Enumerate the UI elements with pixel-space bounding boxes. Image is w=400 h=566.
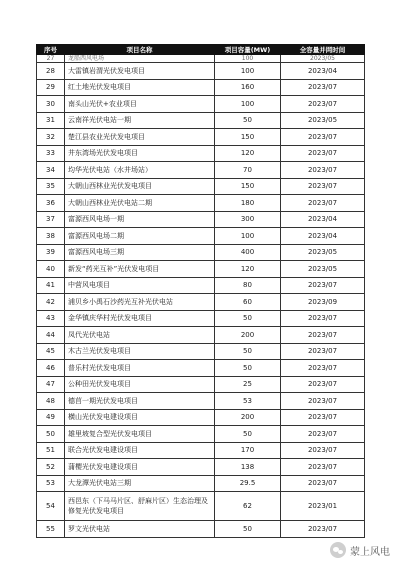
cell-date: 2023/04 xyxy=(281,211,365,228)
cell-name: 大朝山西林业光伏电站二期 xyxy=(65,195,215,212)
header-row xyxy=(37,45,365,55)
cell-no: 55 xyxy=(37,521,65,538)
cell-name: 南头山光伏+农业项目 xyxy=(65,96,215,113)
table-row xyxy=(37,426,365,443)
cell-date: 2023/07 xyxy=(281,327,365,344)
cell-name: 木古兰光伏发电项目 xyxy=(65,343,215,360)
cell-date: 2023/07 xyxy=(281,376,365,393)
cell-name: 新发“药光互补”光伏发电项目 xyxy=(65,261,215,278)
cell-date: 2023/04 xyxy=(281,63,365,80)
table-row xyxy=(37,521,365,538)
cell-date: 2023/07 xyxy=(281,409,365,426)
cell-capacity: 50 xyxy=(215,310,281,327)
cell-no: 51 xyxy=(37,442,65,459)
cell-no: 35 xyxy=(37,178,65,195)
cell-name: 凤代光伏电站 xyxy=(65,327,215,344)
cell-capacity: 120 xyxy=(215,145,281,162)
cell-no: 45 xyxy=(37,343,65,360)
cell-date: 2023/07 xyxy=(281,426,365,443)
cell-no: 40 xyxy=(37,261,65,278)
cell-date: 2023/07 xyxy=(281,178,365,195)
cell-no: 48 xyxy=(37,393,65,410)
cell-capacity: 80 xyxy=(215,277,281,294)
header-no: 序号 xyxy=(37,45,65,55)
cell-name: 井东湾场光伏发电项目 xyxy=(65,145,215,162)
cell-date: 2023/07 xyxy=(281,393,365,410)
cell-no: 33 xyxy=(37,145,65,162)
cell-no: 37 xyxy=(37,211,65,228)
cell-name: 蒲樱光伏发电建设项目 xyxy=(65,459,215,476)
cell-name: 中营风电项目 xyxy=(65,277,215,294)
cell-no: 44 xyxy=(37,327,65,344)
cell-name: 大雷镇岩渭光伏发电项目 xyxy=(65,63,215,80)
table-row xyxy=(37,211,365,228)
cell-no: 53 xyxy=(37,475,65,492)
cell-capacity: 50 xyxy=(215,343,281,360)
cell-date: 2023/07 xyxy=(281,459,365,476)
cell-capacity: 29.5 xyxy=(215,475,281,492)
cell-no: 46 xyxy=(37,360,65,377)
cell-capacity: 138 xyxy=(215,459,281,476)
table-row xyxy=(37,343,365,360)
cell-capacity: 50 xyxy=(215,360,281,377)
table-row xyxy=(37,277,365,294)
cell-date: 2023/09 xyxy=(281,294,365,311)
cell-date: 2023/07 xyxy=(281,442,365,459)
cell-capacity: 100 xyxy=(215,63,281,80)
cell-capacity: 60 xyxy=(215,294,281,311)
project-table-container xyxy=(36,44,364,538)
cell-capacity: 62 xyxy=(215,492,281,521)
project-table xyxy=(36,44,365,538)
cell-name: 浦贝乡小禹石沙药光互补光伏电站 xyxy=(65,294,215,311)
cell-name: 德莒一期光伏发电项目 xyxy=(65,393,215,410)
cell-capacity: 180 xyxy=(215,195,281,212)
table-row xyxy=(37,492,365,521)
cell-date: 2023/07 xyxy=(281,475,365,492)
cell-date: 2023/01 xyxy=(281,492,365,521)
cell-capacity: 100 xyxy=(215,96,281,113)
table-row xyxy=(37,459,365,476)
table-row xyxy=(37,244,365,261)
table-body xyxy=(37,55,365,538)
cell-capacity: 50 xyxy=(215,521,281,538)
cell-name: 龙船西风电场 xyxy=(65,55,215,63)
cell-no: 32 xyxy=(37,129,65,146)
cell-name: 云南祥光伏电站一期 xyxy=(65,112,215,129)
cell-name: 均华光伏电站（水井场站） xyxy=(65,162,215,179)
cell-no: 54 xyxy=(37,492,65,521)
table-row xyxy=(37,376,365,393)
cell-capacity: 100 xyxy=(215,55,281,63)
cell-no: 34 xyxy=(37,162,65,179)
cell-no: 39 xyxy=(37,244,65,261)
cell-name: 罗文光伏电站 xyxy=(65,521,215,538)
cell-no: 47 xyxy=(37,376,65,393)
cell-no: 36 xyxy=(37,195,65,212)
cell-capacity: 53 xyxy=(215,393,281,410)
cell-capacity: 200 xyxy=(215,327,281,344)
cell-date: 2023/07 xyxy=(281,129,365,146)
cell-no: 29 xyxy=(37,79,65,96)
cell-no: 30 xyxy=(37,96,65,113)
table-row xyxy=(37,360,365,377)
cell-name: 联合光伏发电建设项目 xyxy=(65,442,215,459)
header-capacity: 项目容量(MW) xyxy=(215,45,281,55)
cell-no: 43 xyxy=(37,310,65,327)
cell-capacity: 150 xyxy=(215,129,281,146)
cell-no: 50 xyxy=(37,426,65,443)
cell-capacity: 70 xyxy=(215,162,281,179)
cell-capacity: 170 xyxy=(215,442,281,459)
table-row xyxy=(37,310,365,327)
cell-date: 2023/07 xyxy=(281,360,365,377)
cell-name: 大朝山西林业光伏发电项目 xyxy=(65,178,215,195)
table-row xyxy=(37,96,365,113)
cell-date: 2023/07 xyxy=(281,162,365,179)
cell-no: 52 xyxy=(37,459,65,476)
header-name: 项目名称 xyxy=(65,45,215,55)
cell-no: 27 xyxy=(37,55,65,63)
cell-date: 2023/07 xyxy=(281,277,365,294)
watermark-text: 蒙上风电 xyxy=(350,546,390,558)
table-row xyxy=(37,178,365,195)
cell-no: 42 xyxy=(37,294,65,311)
table-row xyxy=(37,195,365,212)
table-row xyxy=(37,409,365,426)
cell-date: 2023/05 xyxy=(281,55,365,63)
cell-capacity: 200 xyxy=(215,409,281,426)
cell-no: 49 xyxy=(37,409,65,426)
cell-date: 2023/05 xyxy=(281,244,365,261)
cell-capacity: 160 xyxy=(215,79,281,96)
cell-capacity: 100 xyxy=(215,228,281,245)
cell-name: 公种田光伏发电项目 xyxy=(65,376,215,393)
cell-capacity: 300 xyxy=(215,211,281,228)
cell-no: 31 xyxy=(37,112,65,129)
cell-name: 西邑东（下马马片区、舒麻片区）生态治理及修复光伏发电项目 xyxy=(65,492,215,521)
cell-date: 2023/05 xyxy=(281,261,365,278)
cell-date: 2023/07 xyxy=(281,310,365,327)
table-row xyxy=(37,79,365,96)
table-row xyxy=(37,393,365,410)
cell-name: 楚江县农业光伏发电项目 xyxy=(65,129,215,146)
cell-capacity: 150 xyxy=(215,178,281,195)
cell-no: 38 xyxy=(37,228,65,245)
cell-date: 2023/07 xyxy=(281,96,365,113)
wechat-icon xyxy=(330,542,346,558)
table-row xyxy=(37,145,365,162)
table-row xyxy=(37,442,365,459)
cell-name: 红土地光伏发电项目 xyxy=(65,79,215,96)
cell-date: 2023/07 xyxy=(281,79,365,96)
table-row xyxy=(37,475,365,492)
cell-name: 横山光伏发电建设项目 xyxy=(65,409,215,426)
table-row xyxy=(37,261,365,278)
cell-name: 富源西风电场一期 xyxy=(65,211,215,228)
table-row xyxy=(37,228,365,245)
cell-name: 富源西风电场二期 xyxy=(65,228,215,245)
cell-capacity: 400 xyxy=(215,244,281,261)
cell-name: 普乐村光伏发电项目 xyxy=(65,360,215,377)
cell-date: 2023/07 xyxy=(281,195,365,212)
cell-capacity: 50 xyxy=(215,426,281,443)
table-row xyxy=(37,129,365,146)
cell-capacity: 120 xyxy=(215,261,281,278)
header-date: 全容量并网时间 xyxy=(281,45,365,55)
table-row-partial xyxy=(37,55,365,63)
cell-date: 2023/04 xyxy=(281,228,365,245)
watermark xyxy=(330,542,390,558)
cell-name: 雄里坡复合型光伏发电项目 xyxy=(65,426,215,443)
cell-name: 富源西风电场三期 xyxy=(65,244,215,261)
cell-capacity: 50 xyxy=(215,112,281,129)
cell-no: 41 xyxy=(37,277,65,294)
cell-date: 2023/07 xyxy=(281,145,365,162)
cell-date: 2023/07 xyxy=(281,521,365,538)
cell-name: 金华镇庆华村光伏发电项目 xyxy=(65,310,215,327)
table-header xyxy=(37,45,365,55)
table-row xyxy=(37,327,365,344)
table-row xyxy=(37,63,365,80)
table-row xyxy=(37,112,365,129)
cell-capacity: 25 xyxy=(215,376,281,393)
cell-no: 28 xyxy=(37,63,65,80)
table-row xyxy=(37,162,365,179)
table-row xyxy=(37,294,365,311)
cell-date: 2023/05 xyxy=(281,112,365,129)
cell-date: 2023/07 xyxy=(281,343,365,360)
cell-name: 大龙潭光伏电站三期 xyxy=(65,475,215,492)
